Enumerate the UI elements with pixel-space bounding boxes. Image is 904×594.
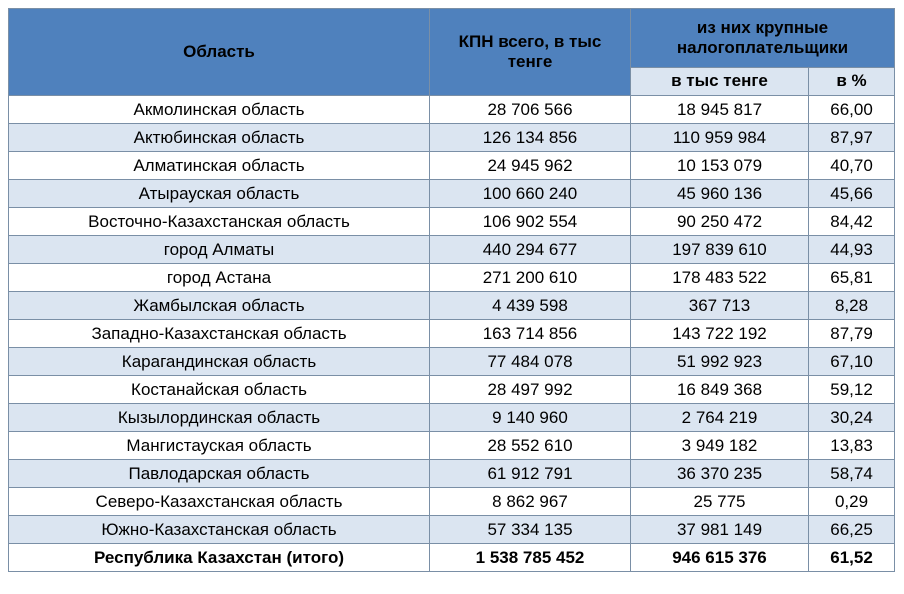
cell-region: Атырауская область (9, 180, 430, 208)
header-percent: в % (809, 67, 895, 95)
table-row (9, 376, 895, 404)
cell-large-taxpayers: 25 775 (631, 488, 809, 516)
cell-region: Павлодарская область (9, 460, 430, 488)
cell-large-taxpayers: 51 992 923 (631, 348, 809, 376)
cell-large-taxpayers: 110 959 984 (631, 124, 809, 152)
cell-large-taxpayers: 178 483 522 (631, 264, 809, 292)
cell-kpn-total: 24 945 962 (430, 152, 631, 180)
cell-large-taxpayers: 37 981 149 (631, 516, 809, 544)
table-row (9, 264, 895, 292)
cell-kpn-total: 28 497 992 (430, 376, 631, 404)
cell-percent: 40,70 (809, 152, 895, 180)
table-row (9, 292, 895, 320)
cell-percent: 87,79 (809, 320, 895, 348)
cell-region: город Астана (9, 264, 430, 292)
table-row (9, 320, 895, 348)
table-row (9, 124, 895, 152)
cell-large-taxpayers: 2 764 219 (631, 404, 809, 432)
cell-kpn-total: 28 552 610 (430, 432, 631, 460)
tax-table-container (8, 8, 895, 572)
cell-percent: 67,10 (809, 348, 895, 376)
cell-region: Актюбинская область (9, 124, 430, 152)
table-row (9, 460, 895, 488)
table-row (9, 348, 895, 376)
table-row (9, 516, 895, 544)
header-region: Область (9, 9, 430, 96)
cell-region: Южно-Казахстанская область (9, 516, 430, 544)
table-row (9, 180, 895, 208)
cell-kpn-total: 28 706 566 (430, 96, 631, 124)
total-region: Республика Казахстан (итого) (9, 544, 430, 572)
cell-large-taxpayers: 18 945 817 (631, 96, 809, 124)
cell-region: Костанайская область (9, 376, 430, 404)
cell-large-taxpayers: 90 250 472 (631, 208, 809, 236)
kpn-table (8, 8, 895, 572)
total-percent: 61,52 (809, 544, 895, 572)
cell-percent: 8,28 (809, 292, 895, 320)
cell-percent: 84,42 (809, 208, 895, 236)
cell-kpn-total: 126 134 856 (430, 124, 631, 152)
cell-percent: 58,74 (809, 460, 895, 488)
cell-percent: 87,97 (809, 124, 895, 152)
cell-region: Кызылординская область (9, 404, 430, 432)
cell-percent: 44,93 (809, 236, 895, 264)
cell-percent: 66,25 (809, 516, 895, 544)
cell-percent: 65,81 (809, 264, 895, 292)
cell-kpn-total: 61 912 791 (430, 460, 631, 488)
cell-kpn-total: 8 862 967 (430, 488, 631, 516)
header-large-taxpayers: из них крупные налогоплательщики (631, 9, 895, 68)
header-thousand-tenge: в тыс тенге (631, 67, 809, 95)
table-row (9, 96, 895, 124)
table-header (9, 9, 895, 96)
cell-percent: 45,66 (809, 180, 895, 208)
cell-region: Акмолинская область (9, 96, 430, 124)
cell-kpn-total: 440 294 677 (430, 236, 631, 264)
cell-large-taxpayers: 3 949 182 (631, 432, 809, 460)
cell-large-taxpayers: 16 849 368 (631, 376, 809, 404)
table-row (9, 432, 895, 460)
table-row-total (9, 544, 895, 572)
cell-large-taxpayers: 197 839 610 (631, 236, 809, 264)
total-kpn: 1 538 785 452 (430, 544, 631, 572)
header-kpn-total: КПН всего, в тыс тенге (430, 9, 631, 96)
cell-region: город Алматы (9, 236, 430, 264)
cell-large-taxpayers: 36 370 235 (631, 460, 809, 488)
cell-kpn-total: 4 439 598 (430, 292, 631, 320)
cell-percent: 30,24 (809, 404, 895, 432)
cell-region: Восточно-Казахстанская область (9, 208, 430, 236)
cell-large-taxpayers: 45 960 136 (631, 180, 809, 208)
cell-region: Западно-Казахстанская область (9, 320, 430, 348)
table-row (9, 208, 895, 236)
cell-region: Карагандинская область (9, 348, 430, 376)
table-body (9, 96, 895, 572)
cell-kpn-total: 163 714 856 (430, 320, 631, 348)
cell-percent: 0,29 (809, 488, 895, 516)
cell-kpn-total: 9 140 960 (430, 404, 631, 432)
cell-kpn-total: 100 660 240 (430, 180, 631, 208)
table-row (9, 488, 895, 516)
cell-percent: 13,83 (809, 432, 895, 460)
cell-kpn-total: 271 200 610 (430, 264, 631, 292)
total-large-taxpayers: 946 615 376 (631, 544, 809, 572)
cell-percent: 66,00 (809, 96, 895, 124)
cell-kpn-total: 57 334 135 (430, 516, 631, 544)
table-row (9, 404, 895, 432)
table-row (9, 236, 895, 264)
cell-kpn-total: 106 902 554 (430, 208, 631, 236)
cell-region: Алматинская область (9, 152, 430, 180)
cell-region: Северо-Казахстанская область (9, 488, 430, 516)
cell-kpn-total: 77 484 078 (430, 348, 631, 376)
cell-region: Жамбылская область (9, 292, 430, 320)
cell-large-taxpayers: 367 713 (631, 292, 809, 320)
table-row (9, 152, 895, 180)
cell-percent: 59,12 (809, 376, 895, 404)
cell-large-taxpayers: 143 722 192 (631, 320, 809, 348)
cell-region: Мангистауская область (9, 432, 430, 460)
cell-large-taxpayers: 10 153 079 (631, 152, 809, 180)
